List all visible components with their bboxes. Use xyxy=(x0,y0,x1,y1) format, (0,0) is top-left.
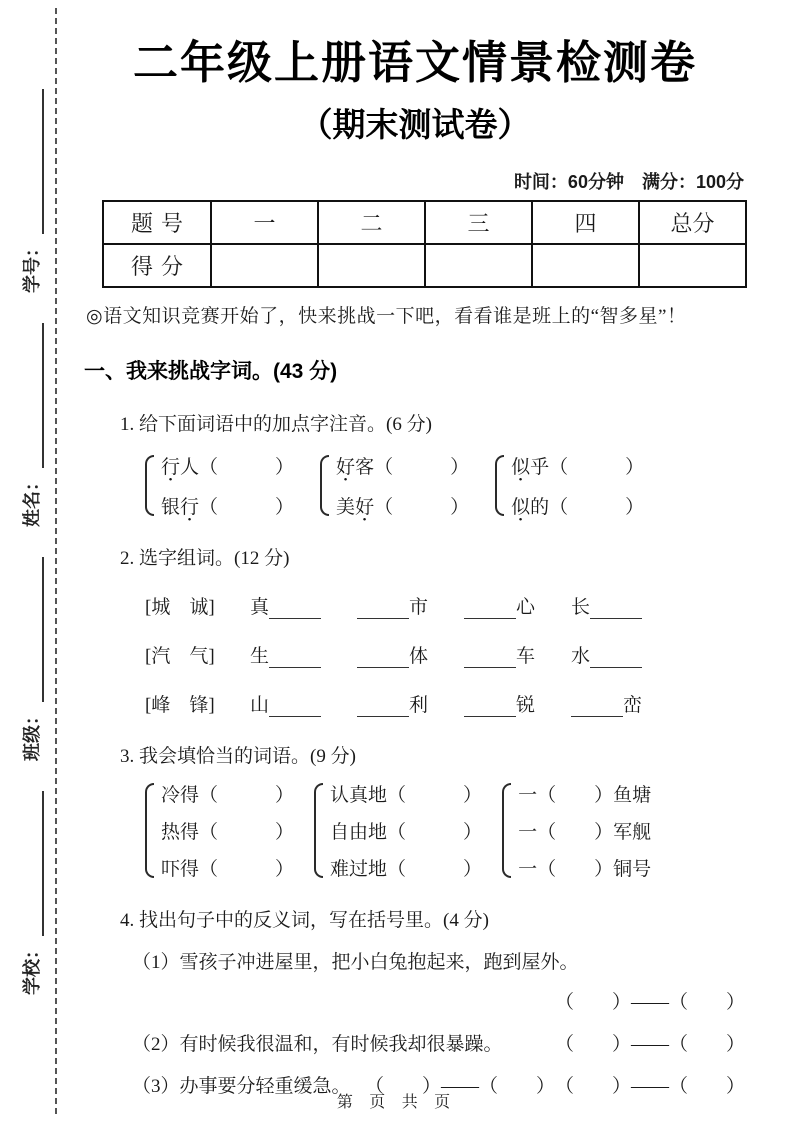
q2-item: 利 xyxy=(357,690,428,717)
q4-item-1-sentence: （1）雪孩子冲进屋里，把小白兔抱起来，跑到屋外。 xyxy=(132,952,579,973)
q3-line: 难过地（ ） xyxy=(330,859,483,880)
main-content xyxy=(70,0,760,1098)
q3-measure-line: 一（ ）军舰 xyxy=(518,822,652,843)
fill-blank[interactable] xyxy=(269,697,321,717)
q4-item-3-answer[interactable]: （ ）——（ ） （ ）——（ ） xyxy=(364,1076,745,1097)
page-footer: 第 页 共 页 xyxy=(336,1094,457,1111)
score-cell-3[interactable] xyxy=(425,244,532,287)
fill-blank[interactable] xyxy=(357,648,409,668)
q2-item: 山 xyxy=(250,690,321,717)
score-table-col-3: 三 xyxy=(425,201,532,244)
school-label: 学校： xyxy=(22,941,42,995)
brace-icon xyxy=(320,455,329,516)
answer-paren[interactable]: （ ） xyxy=(199,785,295,806)
q2-item: 生 xyxy=(250,641,321,668)
score-table-col-2: 二 xyxy=(318,201,425,244)
answer-paren[interactable]: （ ） xyxy=(549,457,645,478)
student-info-rotated-strip xyxy=(8,40,44,1080)
fill-blank[interactable] xyxy=(464,697,516,717)
fill-blank[interactable] xyxy=(464,648,516,668)
answer-paren[interactable]: （ ） xyxy=(199,457,295,478)
q2-item: 锐 xyxy=(464,690,535,717)
name-field xyxy=(18,323,44,527)
q1-word-side: 似的（ ） xyxy=(511,497,645,518)
name-label: 姓名： xyxy=(22,473,42,527)
score-table-col-4: 四 xyxy=(532,201,639,244)
q1-word-meihao: 美好（ ） xyxy=(336,497,470,518)
q3-measure-line: 一（ ）鱼塘 xyxy=(518,785,652,806)
q2-item: 市 xyxy=(357,592,428,619)
answer-paren[interactable]: （ ） xyxy=(537,785,614,806)
student-number-input-line[interactable] xyxy=(23,89,44,234)
q3-group-3 xyxy=(502,780,651,881)
answer-paren[interactable]: （ ） xyxy=(374,457,470,478)
brace-icon xyxy=(145,783,154,878)
q1-group-1 xyxy=(145,452,294,519)
answer-paren[interactable]: （ ） xyxy=(387,822,483,843)
section-1-heading: 一、我来挑战字词。(43 分) xyxy=(84,360,338,383)
score-table-header-row xyxy=(103,201,746,244)
school-input-line[interactable] xyxy=(23,791,44,936)
class-input-line[interactable] xyxy=(23,557,44,702)
page-title: 二年级上册语文情景检测卷 xyxy=(132,37,697,88)
brace-icon xyxy=(502,783,511,878)
score-cell-total[interactable] xyxy=(639,244,746,287)
fill-blank[interactable] xyxy=(357,697,409,717)
q1-group-2 xyxy=(320,452,469,519)
q1-group-3 xyxy=(495,452,644,519)
q3-line: 冷得（ ） xyxy=(161,785,295,806)
q2-item: 峦 xyxy=(571,690,642,717)
fill-blank[interactable] xyxy=(464,599,516,619)
score-table xyxy=(102,200,747,288)
q1-word-yinhang: 银行（ ） xyxy=(161,497,295,518)
q3-measure-line: 一（ ）铜号 xyxy=(518,859,652,880)
class-field xyxy=(18,557,44,761)
q2-choices-1: [城 诚] xyxy=(145,597,215,618)
q1-word-haoke: 好客（ ） xyxy=(336,457,470,478)
score-cell-4[interactable] xyxy=(532,244,639,287)
score-cell-1[interactable] xyxy=(211,244,318,287)
answer-paren[interactable]: （ ） xyxy=(374,497,470,518)
q3-group-2 xyxy=(314,780,482,881)
q3-line: 认真地（ ） xyxy=(330,785,483,806)
q4-item-2 xyxy=(132,1029,760,1056)
q1-word-sihu: 似乎（ ） xyxy=(511,457,645,478)
answer-paren[interactable]: （ ） xyxy=(387,859,483,880)
q2-item: 水 xyxy=(571,641,642,668)
answer-paren[interactable]: （ ） xyxy=(387,785,483,806)
q4-item-1-answer[interactable]: （ ）——（ ） xyxy=(554,992,745,1013)
answer-paren[interactable]: （ ） xyxy=(199,497,295,518)
brace-icon xyxy=(495,455,504,516)
fill-blank[interactable] xyxy=(357,599,409,619)
q2-choices-2: [汽 气] xyxy=(145,646,215,667)
fill-blank[interactable] xyxy=(269,648,321,668)
exam-time-score-meta: 时间：60分钟 满分：100分 xyxy=(513,172,744,192)
intro-text: ◎语文知识竞赛开始了，快来挑战一下吧，看看谁是班上的“智多星”！ xyxy=(86,306,687,327)
q3-title: 3. 我会填恰当的词语。(9 分) xyxy=(120,746,356,767)
score-table-corner: 题号 xyxy=(103,201,211,244)
fill-blank[interactable] xyxy=(590,648,642,668)
student-info-sidebar xyxy=(8,40,48,1080)
q2-item: 长 xyxy=(571,592,642,619)
score-table-score-row xyxy=(103,244,746,287)
q4-item-2-sentence: （2）有时候我很温和，有时候我却很暴躁。 xyxy=(132,1034,503,1055)
q3-groups xyxy=(145,780,760,881)
answer-paren[interactable]: （ ） xyxy=(537,859,614,880)
answer-paren[interactable]: （ ） xyxy=(549,497,645,518)
q2-item: 心 xyxy=(464,592,535,619)
q1-word-xingren: 行人（ ） xyxy=(161,457,295,478)
q3-group-1 xyxy=(145,780,294,881)
answer-paren[interactable]: （ ） xyxy=(537,822,614,843)
seal-dashed-line xyxy=(55,8,57,1114)
student-number-label: 学号： xyxy=(22,239,42,293)
class-label: 班级： xyxy=(22,707,42,761)
q2-row-2 xyxy=(145,641,760,668)
q3-line: 自由地（ ） xyxy=(330,822,483,843)
q3-line: 热得（ ） xyxy=(161,822,295,843)
q3-line: 吓得（ ） xyxy=(161,859,295,880)
q2-item: 真 xyxy=(250,592,321,619)
fill-blank[interactable] xyxy=(590,599,642,619)
student-number-field xyxy=(18,89,44,293)
q4-title: 4. 找出句子中的反义词，写在括号里。(4 分) xyxy=(120,910,489,931)
score-table-col-1: 一 xyxy=(211,201,318,244)
q2-item: 车 xyxy=(464,641,535,668)
q1-groups xyxy=(145,452,760,519)
brace-icon xyxy=(314,783,323,878)
answer-paren[interactable]: （ ） xyxy=(199,859,295,880)
q2-row-1 xyxy=(145,592,760,619)
brace-icon xyxy=(145,455,154,516)
name-input-line[interactable] xyxy=(23,323,44,468)
score-row-label: 得分 xyxy=(103,244,211,287)
answer-paren[interactable]: （ ） xyxy=(199,822,295,843)
q4-item-3-sentence: （3）办事要分轻重缓急。 xyxy=(132,1076,351,1097)
page-subtitle: （期末测试卷） xyxy=(299,106,531,143)
score-cell-2[interactable] xyxy=(318,244,425,287)
score-table-col-total: 总分 xyxy=(639,201,746,244)
q2-title: 2. 选字组词。(12 分) xyxy=(120,548,290,569)
q4-item-2-answer[interactable]: （ ）——（ ） xyxy=(554,1034,745,1055)
q2-item: 体 xyxy=(357,641,428,668)
q2-row-3 xyxy=(145,690,760,717)
q1-title: 1. 给下面词语中的加点字注音。(6 分) xyxy=(120,414,432,435)
fill-blank[interactable] xyxy=(571,697,623,717)
q2-choices-3: [峰 锋] xyxy=(145,695,215,716)
school-field xyxy=(18,791,44,995)
fill-blank[interactable] xyxy=(269,599,321,619)
